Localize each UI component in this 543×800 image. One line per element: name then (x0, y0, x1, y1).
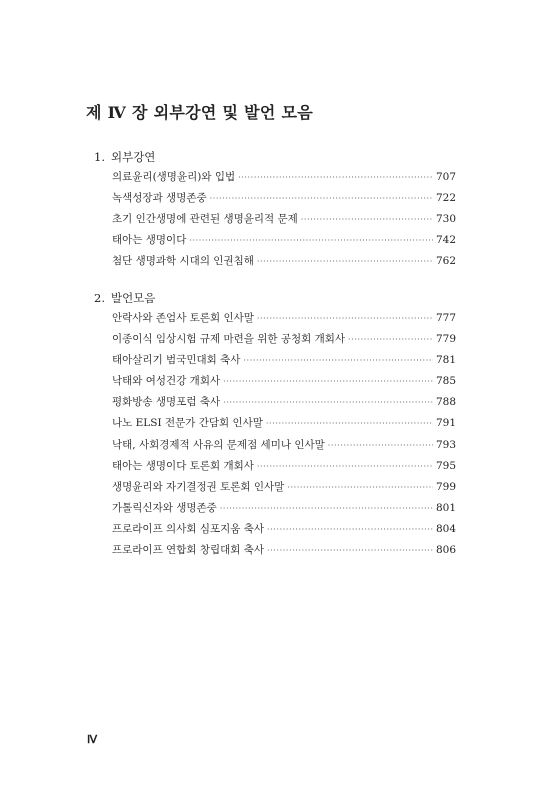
entry-title: 생명윤리와 자기결정권 토론회 인사말 (112, 480, 285, 493)
entry-page: 762 (435, 255, 456, 268)
entry-page: 804 (435, 522, 456, 535)
dot-leader (301, 209, 433, 230)
toc-entry[interactable] (112, 456, 456, 477)
toc-entry[interactable] (112, 350, 456, 371)
entry-title: 낙태와 여성건강 개회사 (112, 375, 221, 388)
entry-title: 초기 인간생명에 관련된 생명윤리적 문제 (112, 213, 298, 226)
toc-entry[interactable] (112, 477, 456, 498)
entry-title: 태아는 생명이다 토론회 개회사 (112, 459, 254, 472)
entry-title: 안락사와 존엄사 토론회 인사말 (112, 312, 254, 324)
dot-leader (267, 519, 433, 540)
entry-title: 가톨릭신자와 생명존중 (112, 501, 217, 514)
entry-title: 태아살리기 범국민대회 축사 (112, 354, 241, 367)
entry-page: 788 (435, 396, 456, 409)
section-external-lectures (94, 147, 456, 272)
entry-page: 707 (435, 171, 456, 183)
dot-leader (257, 456, 433, 477)
dot-leader (266, 413, 433, 434)
entry-title: 낙태, 사회경제적 사유의 문제점 세미나 인사말 (112, 438, 325, 451)
toc-entry[interactable] (112, 413, 456, 434)
dot-leader (223, 392, 433, 413)
section-number: 2. (94, 291, 105, 305)
toc-entry[interactable] (112, 540, 456, 561)
toc-entry[interactable] (112, 308, 456, 329)
entry-page: 795 (435, 459, 456, 472)
entry-page: 722 (435, 192, 456, 205)
section-heading (94, 288, 456, 308)
dot-leader (348, 329, 433, 350)
section-heading (94, 147, 456, 167)
toc-entry[interactable] (112, 371, 456, 392)
dot-leader (257, 251, 433, 272)
footer-page-number: Ⅳ (87, 734, 98, 746)
dot-leader (223, 371, 433, 392)
section-remarks (94, 288, 456, 561)
toc-entry[interactable] (112, 519, 456, 540)
entry-page: 801 (435, 501, 456, 514)
entry-title: 녹색성장과 생명존중 (112, 192, 207, 205)
entry-title: 태아는 생명이다 (112, 234, 187, 247)
dot-leader (243, 350, 433, 371)
entry-title: 프로라이프 의사회 심포지움 축사 (112, 522, 265, 535)
dot-leader (267, 540, 433, 561)
entry-page: 777 (435, 312, 456, 324)
entry-title: 프로라이프 연합회 창립대회 축사 (112, 544, 265, 557)
dot-leader (238, 167, 433, 188)
chapter-title: 제 Ⅳ 장 외부강연 및 발언 모음 (86, 103, 313, 122)
dot-leader (257, 308, 433, 329)
entry-title: 평화방송 생명포럼 축사 (112, 396, 221, 409)
toc-entry[interactable] (112, 392, 456, 413)
section-title: 외부강연 (110, 150, 156, 164)
toc-entry[interactable] (112, 498, 456, 519)
entry-page: 742 (435, 234, 456, 247)
entry-page: 793 (435, 438, 456, 451)
dot-leader (189, 230, 433, 251)
entry-title: 이종이식 임상시험 규제 마련을 위한 공청회 개회사 (112, 333, 346, 346)
toc-entry[interactable] (112, 435, 456, 456)
entry-title: 나노 ELSI 전문가 간담회 인사말 (112, 417, 263, 430)
dot-leader (220, 498, 433, 519)
section-title: 발언모음 (110, 291, 156, 305)
entry-page: 806 (435, 544, 456, 557)
section-number: 1. (94, 150, 105, 164)
entry-page: 791 (435, 417, 456, 430)
entry-page: 785 (435, 375, 456, 388)
entry-page: 730 (435, 213, 456, 226)
entry-title: 첨단 생명과학 시대의 인권침해 (112, 255, 254, 268)
toc-entry[interactable] (112, 251, 456, 272)
entry-page: 781 (435, 354, 456, 367)
dot-leader (328, 435, 433, 456)
toc-entry[interactable] (112, 329, 456, 350)
toc-entry[interactable] (112, 209, 456, 230)
entry-page: 799 (435, 480, 456, 493)
toc-entry[interactable] (112, 230, 456, 251)
entry-title: 의료윤리(생명윤리)와 입법 (112, 171, 236, 183)
toc-entry[interactable] (112, 167, 456, 188)
entry-page: 779 (435, 333, 456, 346)
dot-leader (287, 477, 433, 498)
dot-leader (210, 188, 433, 209)
toc-entry[interactable] (112, 188, 456, 209)
